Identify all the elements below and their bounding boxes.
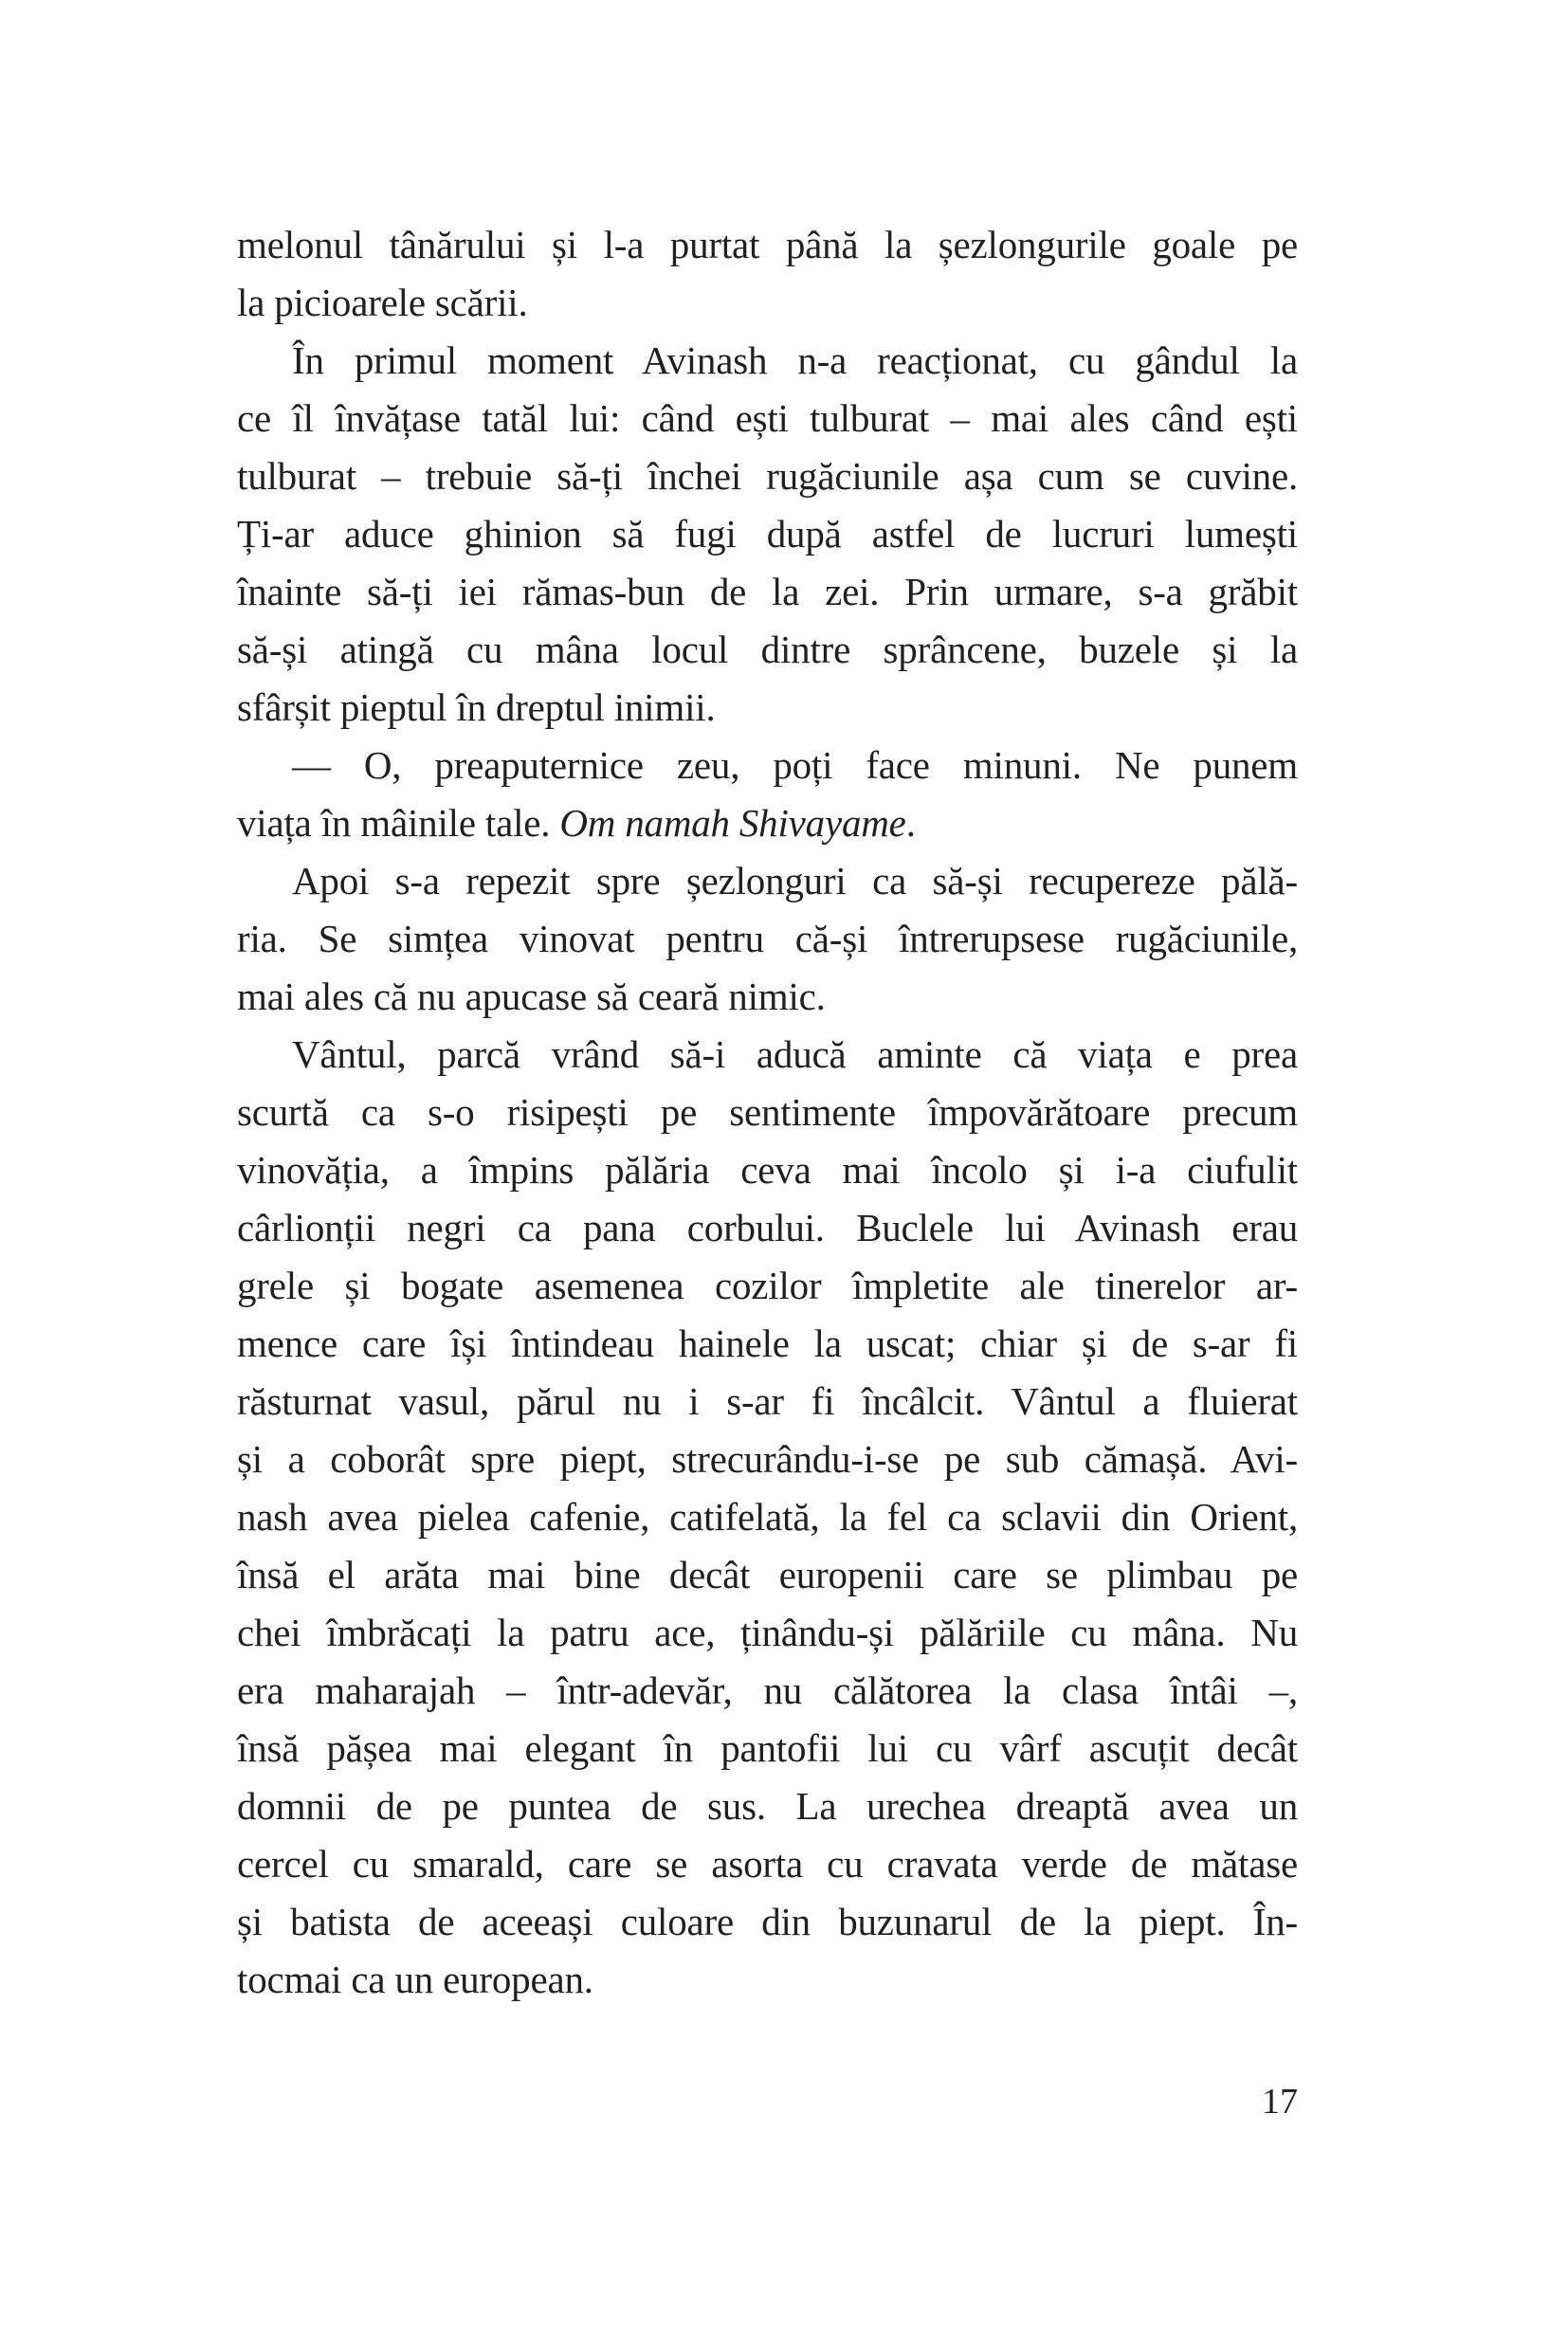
body-text [237, 216, 1298, 2009]
paragraph-first-line [237, 1026, 1298, 1084]
page-number: 17 [1262, 2082, 1298, 2122]
line-text: cercel cu smarald, care se asorta cu cravata verde de mătase [237, 1842, 1298, 1886]
line-text: mence care își întindeau hainele la uscat; chiar și de s-ar fi [237, 1321, 1298, 1365]
line-text: era maharajah – într-adevăr, nu călătorea la clasa întâi –, [237, 1668, 1298, 1712]
text-line [237, 1431, 1298, 1488]
line-text: ria. Se simțea vinovat pentru că-și întrerupsese rugăciunile, [237, 917, 1298, 960]
line-text: însă pășea mai elegant în pantofii lui cu vârf ascuțit decât [237, 1726, 1298, 1770]
text-line [237, 1893, 1298, 1951]
text-line [237, 447, 1298, 505]
line-text: cârlionții negri ca pana corbului. Buclele lui Avinash erau [237, 1206, 1298, 1249]
line-text: și batista de aceeași culoare din buzunarul de la piept. În- [237, 1900, 1298, 1943]
text-line [237, 274, 1298, 332]
italic-phrase: Om namah Shivayame [559, 801, 906, 845]
line-text: Ți-ar aduce ghinion să fugi după astfel de lucruri lumești [237, 512, 1298, 556]
line-text: mai ales că nu apucase să ceară nimic. [237, 975, 826, 1018]
text-line [237, 1777, 1298, 1835]
text-line [237, 1373, 1298, 1431]
line-text: Apoi s-a repezit spre șezlonguri ca să-și recupereze pălă- [292, 859, 1298, 902]
text-line [237, 968, 1298, 1026]
line-text: însă el arăta mai bine decât europenii care se plimbau pe [237, 1553, 1298, 1596]
text-line [237, 1546, 1298, 1604]
text-line [237, 1835, 1298, 1893]
text-line [237, 1951, 1298, 2009]
text-line [237, 1199, 1298, 1257]
line-text: la picioarele scării. [237, 281, 528, 324]
text-line [237, 1084, 1298, 1141]
text-line [237, 679, 1298, 737]
paragraph-first-line [237, 737, 1298, 794]
line-text: sfârșit pieptul în dreptul inimii. [237, 685, 716, 729]
paragraph-first-line [237, 332, 1298, 390]
text-line [237, 1141, 1298, 1199]
text-line [237, 910, 1298, 968]
text-line [237, 563, 1298, 621]
line-text: grele și bogate asemenea cozilor împletite ale tinerelor ar- [237, 1264, 1298, 1307]
line-text: tocmai ca un european. [237, 1958, 593, 2001]
line-text: răsturnat vasul, părul nu i s-ar fi încâlcit. Vântul a fluierat [237, 1379, 1298, 1423]
text-line [237, 621, 1298, 679]
text-line [237, 1720, 1298, 1777]
line-text: — O, preaputernice zeu, poți face minuni. Ne punem [292, 743, 1298, 787]
line-text: melonul tânărului și l-a purtat până la șezlongurile goale pe [237, 223, 1298, 266]
text-line [237, 216, 1298, 274]
line-text: În primul moment Avinash n-a reacționat, cu gândul la [292, 338, 1298, 382]
text-line [237, 390, 1298, 447]
paragraph-first-line [237, 852, 1298, 910]
line-text: ce îl învățase tatăl lui: când ești tulburat – mai ales când ești [237, 396, 1298, 440]
line-text: înainte să-ți iei rămas-bun de la zei. Prin urmare, s-a grăbit [237, 570, 1298, 613]
text-line [237, 794, 1298, 852]
line-text: Vântul, parcă vrând să-i aducă aminte că viața e prea [292, 1032, 1298, 1076]
line-text: vinovăția, a împins pălăria ceva mai încolo și i-a ciufulit [237, 1148, 1298, 1192]
line-text: scurtă ca s-o risipești pe sentimente împovărătoare precum [237, 1090, 1298, 1134]
line-text: chei îmbrăcați la patru ace, ținându-și pălăriile cu mâna. Nu [237, 1611, 1298, 1654]
line-text-tail: . [905, 801, 916, 845]
line-text: și a coborât spre piept, strecurându-i-se pe sub cămașă. Avi- [237, 1437, 1298, 1481]
text-line [237, 1662, 1298, 1720]
text-line [237, 1315, 1298, 1373]
text-line [237, 1257, 1298, 1315]
line-text: viața în mâinile tale. [237, 801, 560, 845]
text-line [237, 1488, 1298, 1546]
line-text: domnii de pe puntea de sus. La urechea dreaptă avea un [237, 1784, 1298, 1828]
text-line [237, 1604, 1298, 1662]
line-text: să-și atingă cu mâna locul dintre sprâncene, buzele și la [237, 628, 1298, 671]
line-text: tulburat – trebuie să-ți închei rugăciunile așa cum se cuvine. [237, 454, 1298, 498]
text-line [237, 505, 1298, 563]
line-text: nash avea pielea cafenie, catifelată, la fel ca sclavii din Orient, [237, 1495, 1298, 1539]
